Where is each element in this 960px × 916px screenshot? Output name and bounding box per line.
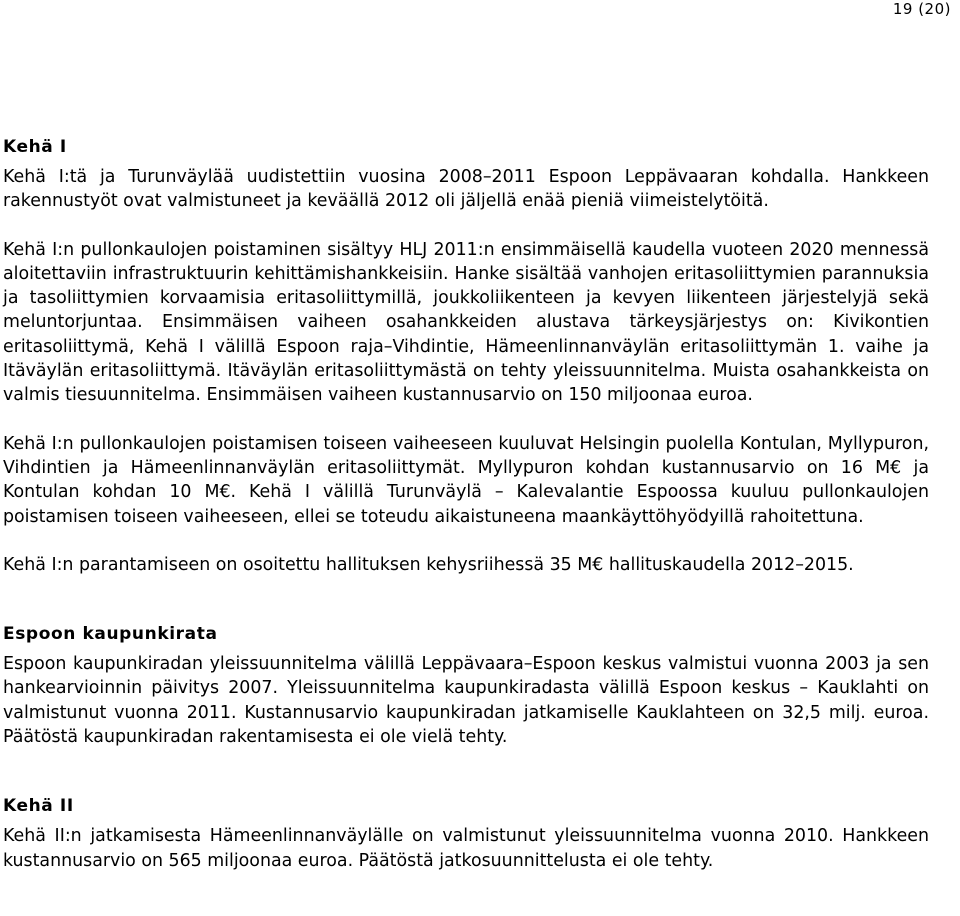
section-heading: Kehä I: [3, 137, 67, 157]
section-heading: Kehä II: [3, 796, 74, 817]
section-heading: Espoon kaupunkirata: [3, 624, 218, 645]
paragraph: Espoon kaupunkiradan yleissuunnitelma välillä Leppävaara–Espoon keskus valmistui vuonna 2003 ja sen hankearvioinnin päivitys 2007. Yleissuunnitelma kaupunkiradasta välillä Espoon keskus – Kauklahti on valmistunut vuonna 2011. Kustannusarvio kaupunkiradan jatkamiselle Kauklahteen on 32,5 milj. euroa. Päätöstä kaupunkiradan rakentamisesta ei ole vielä tehty.: [3, 654, 929, 748]
paragraph: Kehä I:n pullonkaulojen poistaminen sisältyy HLJ 2011:n ensimmäisellä kaudella vuoteen 2020 mennessä aloitettaviin infrastruktuurin kehittämishankkeisiin. Hanke sisältää vanhojen eritasoliittymien parannuksia ja tasoliittymien korvaamisia eritasoliittymillä, joukkoliikenteen ja kevyen liikenteen järjestelyjä sekä meluntorjuntaa. Ensimmäisen vaiheen osahankkeiden alustava tärkeysjärjestys on: Kivikontien eritasoliittymä, Kehä I välillä Espoon raja–Vihdintie, Hämeenlinnanväylän eritasoliittymän 1. vaihe ja Itäväylän eritasoliittymä. Itäväylän eritasoliittymästä on tehty yleissuunnitelma. Muista osahankkeista on valmis tiesuunnitelma. Ensimmäisen vaiheen kustannusarvio on 150 miljoonaa euroa.: [3, 239, 929, 406]
document-body: [3, 136, 929, 873]
paragraph: Kehä I:tä ja Turunväylää uudistettiin vuosina 2008–2011 Espoon Leppävaaran kohdalla. Hankkeen rakennustyöt ovat valmistuneet ja keväällä 2012 oli jäljellä enää pieniä viimeistelytöitä.: [3, 167, 929, 212]
section-espoon-kaupunkirata: [3, 623, 929, 749]
section-kehä-i: [3, 136, 929, 577]
page-number: 19 (20): [892, 0, 951, 18]
section-kehä-ii: [3, 795, 929, 873]
paragraph: Kehä II:n jatkamisesta Hämeenlinnanväylälle on valmistunut yleissuunnitelma vuonna 2010. Hankkeen kustannusarvio on 565 miljoonaa euroa. Päätöstä jatkosuunnittelusta ei ole tehty.: [3, 826, 929, 871]
paragraph: Kehä I:n pullonkaulojen poistamisen toiseen vaiheeseen kuuluvat Helsingin puolella Kontulan, Myllypuron, Vihdintien ja Hämeenlinnanväylän eritasoliittymät. Myllypuron kohdan kustannusarvio on 16 M€ ja Kontulan kohdan 10 M€. Kehä I välillä Turunväylä – Kalevalantie Espoossa kuuluu pullonkaulojen poistamisen toiseen vaiheeseen, ellei se toteudu aikaistuneena maankäyttöhyödyillä rahoitettuna.: [3, 433, 929, 527]
paragraph: Kehä I:n parantamiseen on osoitettu hallituksen kehysriihessä 35 M€ hallituskaudella 2012–2015.: [3, 554, 854, 575]
